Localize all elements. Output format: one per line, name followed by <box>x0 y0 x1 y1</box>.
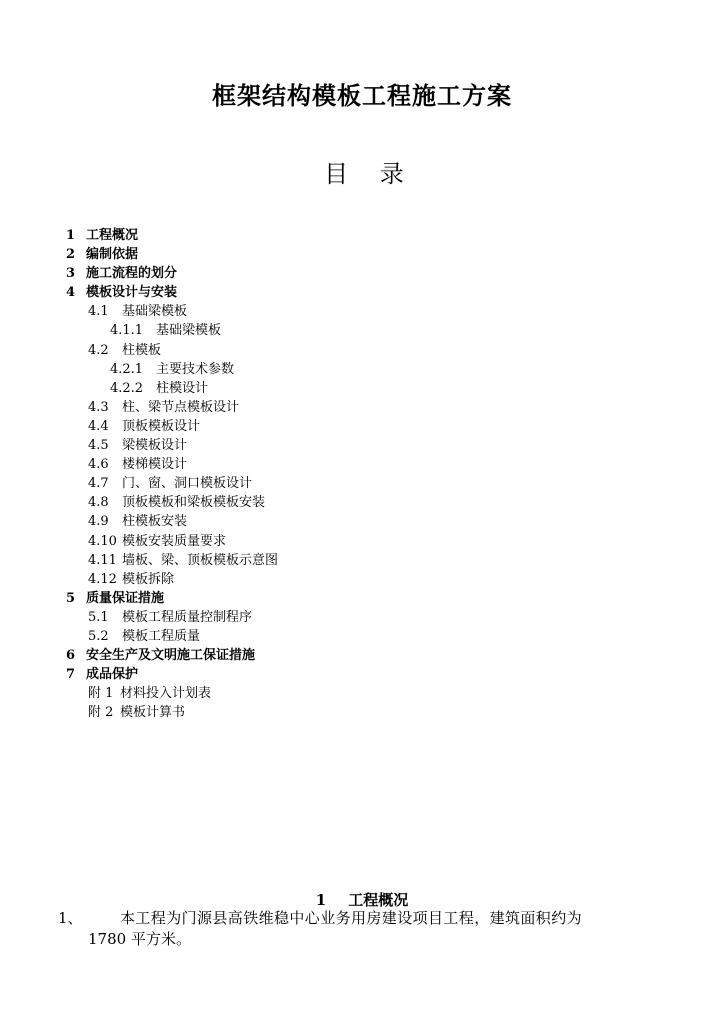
toc-entry-text: 模板工程质量控制程序 <box>122 609 253 625</box>
table-of-contents <box>66 226 666 722</box>
toc-entry-number: 5.2 <box>88 628 109 644</box>
toc-entry-text: 柱模设计 <box>156 380 209 396</box>
toc-entry-number: 4.6 <box>88 457 109 473</box>
toc-entry-text: 门、窗、洞口模板设计 <box>122 476 253 492</box>
toc-entry-number: 4.10 <box>88 533 117 549</box>
toc-entry[interactable] <box>66 532 666 551</box>
toc-entry-text: 模板拆除 <box>122 571 175 587</box>
document-title: 框架结构模板工程施工方案 <box>212 81 512 110</box>
toc-entry[interactable] <box>66 321 666 340</box>
toc-entry-text: 质量保证措施 <box>86 590 165 606</box>
toc-entry[interactable] <box>66 245 666 264</box>
toc-entry-text: 模板计算书 <box>120 705 186 721</box>
section-heading <box>0 889 724 910</box>
toc-entry[interactable] <box>66 417 666 436</box>
toc-entry-number: 附 2 <box>88 705 114 721</box>
toc-entry[interactable] <box>66 684 666 703</box>
toc-entry-text: 基础梁模板 <box>156 323 222 339</box>
toc-entry-text: 基础梁模板 <box>122 304 188 320</box>
toc-entry-number: 6 <box>66 648 76 664</box>
toc-entry-text: 柱模板 <box>122 342 162 358</box>
toc-entry-text: 梁模板设计 <box>122 438 188 454</box>
paragraph-line: 1780 平方米。 <box>88 930 191 948</box>
toc-entry[interactable] <box>66 608 666 627</box>
toc-entry-number: 4.1 <box>88 304 109 320</box>
toc-entry-text: 主要技术参数 <box>156 361 235 377</box>
toc-entry[interactable] <box>66 665 666 684</box>
toc-entry-text: 柱、梁节点模板设计 <box>122 399 240 415</box>
toc-entry-text: 模板工程质量 <box>122 628 201 644</box>
toc-entry-text: 模板安装质量要求 <box>122 533 227 549</box>
toc-entry-number: 5.1 <box>88 609 109 625</box>
toc-entry[interactable] <box>66 341 666 360</box>
toc-entry-number: 4.8 <box>88 495 109 511</box>
toc-entry-number: 4.9 <box>88 514 109 530</box>
toc-entry-number: 4.4 <box>88 418 109 434</box>
toc-entry-number: 7 <box>66 667 76 683</box>
section-title: 工程概况 <box>348 891 409 909</box>
toc-entry-number: 4.11 <box>88 552 117 568</box>
toc-entry[interactable] <box>66 589 666 608</box>
toc-entry[interactable] <box>66 226 666 245</box>
paragraph-line: 本工程为门源县高铁维稳中心业务用房建设项目工程，建筑面积约为 <box>120 909 583 927</box>
toc-entry-text: 墙板、梁、顶板模板示意图 <box>122 552 279 568</box>
toc-entry[interactable] <box>66 646 666 665</box>
toc-entry-text: 成品保护 <box>86 667 139 683</box>
section-number: 1 <box>315 891 327 909</box>
paragraph-number: 1、 <box>58 909 83 927</box>
toc-entry-number: 4.3 <box>88 399 109 415</box>
toc-entry-number: 4 <box>66 285 76 301</box>
toc-entry[interactable] <box>66 283 666 302</box>
toc-entry[interactable] <box>66 436 666 455</box>
toc-entry-text: 安全生产及文明施工保证措施 <box>86 648 256 664</box>
toc-entry-number: 4.2.1 <box>110 361 144 377</box>
toc-entry-number: 3 <box>66 266 76 282</box>
toc-entry-number: 4.2 <box>88 342 109 358</box>
toc-entry[interactable] <box>66 703 666 722</box>
toc-entry-text: 施工流程的划分 <box>86 266 178 282</box>
toc-entry-text: 顶板模板和梁板模板安装 <box>122 495 266 511</box>
toc-heading: 目 录 <box>324 160 416 188</box>
toc-entry[interactable] <box>66 398 666 417</box>
toc-entry[interactable] <box>66 379 666 398</box>
toc-entry[interactable] <box>66 570 666 589</box>
toc-entry-text: 模板设计与安装 <box>86 285 178 301</box>
toc-entry[interactable] <box>66 627 666 646</box>
toc-entry-number: 4.5 <box>88 438 109 454</box>
toc-entry-number: 4.2.2 <box>110 380 144 396</box>
toc-entry[interactable] <box>66 474 666 493</box>
toc-entry-number: 5 <box>66 590 76 606</box>
toc-entry[interactable] <box>66 302 666 321</box>
toc-entry-number: 4.12 <box>88 571 117 587</box>
toc-entry-number: 附 1 <box>88 686 114 702</box>
toc-entry-text: 顶板模板设计 <box>122 418 201 434</box>
toc-entry-number: 1 <box>66 228 76 243</box>
toc-entry[interactable] <box>66 360 666 379</box>
toc-entry-number: 4.1.1 <box>110 323 144 339</box>
toc-entry[interactable] <box>66 512 666 531</box>
toc-entry-number: 4.7 <box>88 476 109 492</box>
toc-entry-text: 编制依据 <box>86 247 139 263</box>
toc-entry[interactable] <box>66 264 666 283</box>
toc-entry-text: 楼梯模设计 <box>122 457 188 473</box>
toc-entry-text: 工程概况 <box>86 228 139 243</box>
toc-entry[interactable] <box>66 493 666 512</box>
toc-entry[interactable] <box>66 551 666 570</box>
toc-entry-text: 材料投入计划表 <box>120 686 212 702</box>
toc-entry[interactable] <box>66 455 666 474</box>
toc-entry-text: 柱模板安装 <box>122 514 188 530</box>
toc-entry-number: 2 <box>66 247 76 263</box>
